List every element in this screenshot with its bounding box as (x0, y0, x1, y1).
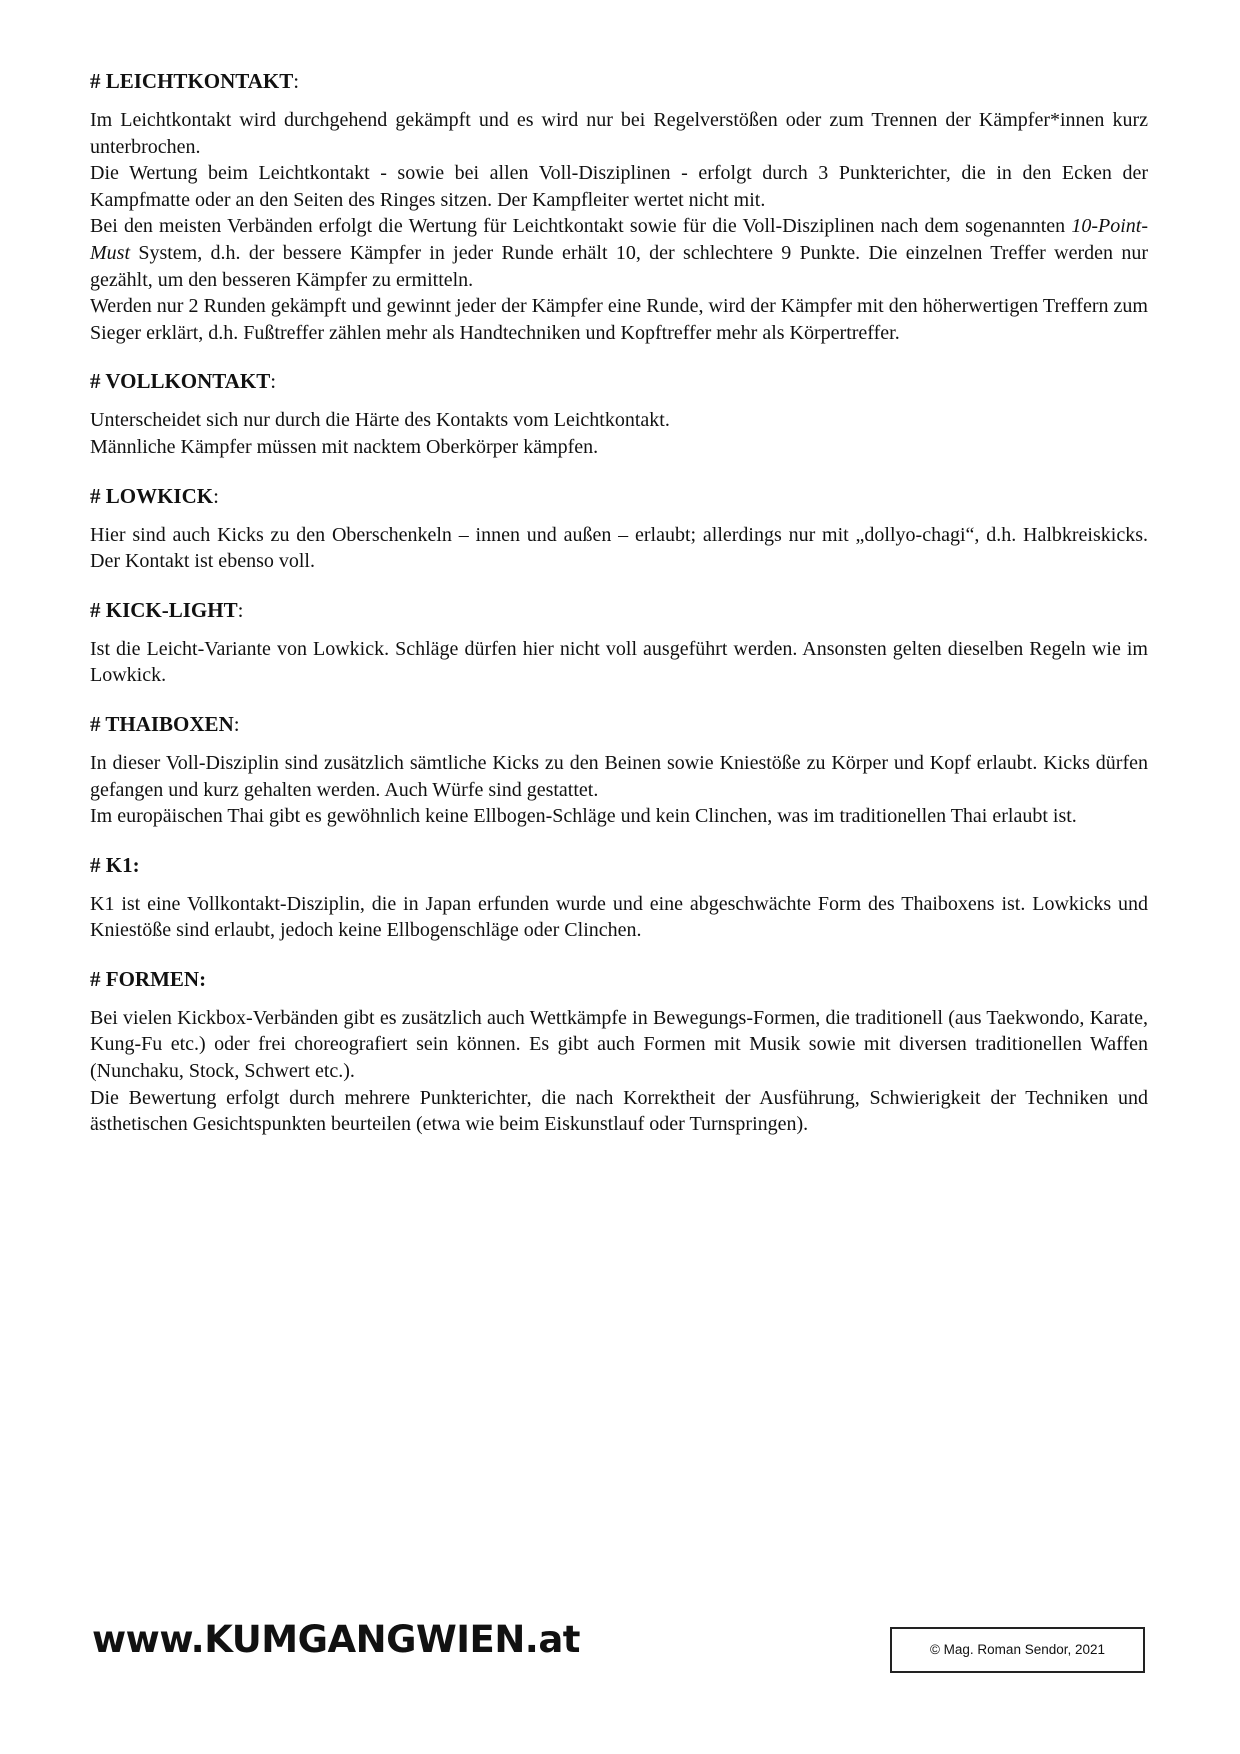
section-lowkick (90, 483, 1148, 575)
heading-suffix: : (270, 369, 277, 394)
section-formen (90, 966, 1148, 1138)
section-vollkontakt (90, 368, 1148, 460)
paragraph: Die Wertung beim Leichtkontakt - sowie bei allen Voll-Disziplinen - erfolgt durch 3 Punkterichter, die in den Ecken der Kampfmatte oder an den Seiten des Ringes sitzen. Der Kampfleiter wertet nicht mit. (90, 162, 1148, 211)
paragraph: Werden nur 2 Runden gekämpft und gewinnt jeder der Kämpfer eine Runde, wird der Kämpfer mit den höherwertigen Treffern zum Sieger erklärt, d.h. Fußtreffer zählen mehr als Handtechniken und Kopftreffer mehr als Körpertreffer. (90, 295, 1148, 344)
heading-title: # THAIBOXEN (90, 711, 234, 736)
section-heading (90, 68, 1148, 95)
heading-title: # LEICHTKONTAKT (90, 69, 294, 93)
section-kick-light (90, 597, 1148, 689)
section-heading (90, 597, 1148, 624)
heading-suffix: : (213, 483, 219, 508)
heading-title: # FORMEN: (90, 966, 207, 991)
paragraph: K1 ist eine Vollkontakt-Disziplin, die in Japan erfunden wurde und eine abgeschwächte Form des Thaiboxens ist. Lowkicks und Kniestöße sind erlaubt, jedoch keine Ellbogenschläge oder Clinchen. (90, 892, 1148, 942)
heading-title: # KICK-LIGHT (90, 597, 238, 622)
document-body (90, 68, 1148, 1160)
heading-title: # LOWKICK (90, 483, 214, 508)
paragraph: Im europäischen Thai gibt es gewöhnlich keine Ellbogen-Schläge und kein Clinchen, was im traditionellen Thai erlaubt ist. (90, 805, 1077, 828)
section-thaiboxen (90, 711, 1148, 830)
section-k1 (90, 852, 1148, 944)
paragraph-text: Bei den meisten Verbänden erfolgt die Wertung für Leichtkontakt sowie für die Voll-Disziplinen nach dem sogenannten (90, 215, 1072, 238)
heading-suffix: : (237, 597, 244, 622)
section-heading (90, 966, 1148, 993)
paragraph: Unterscheidet sich nur durch die Härte des Kontakts vom Leichtkontakt. (90, 409, 670, 432)
section-heading (90, 852, 1148, 879)
paragraph: Bei vielen Kickbox-Verbänden gibt es zusätzlich auch Wettkämpfe in Bewegungs-Formen, die traditionell (aus Taekwondo, Karate, Kung-Fu etc.) oder frei choreografiert sein können. Es gibt auch Formen mit Musik sowie mit diversen traditionellen Waffen (Nunchaku, Stock, Schwert etc.). (90, 1006, 1148, 1083)
paragraph: Die Bewertung erfolgt durch mehrere Punkterichter, die nach Korrektheit der Ausführung, Schwierigkeit der Techniken und ästhetischen Gesichtspunkten beurteilen (etwa wie beim Eiskunstlauf oder Turnspringen). (90, 1086, 1148, 1136)
heading-suffix: : (233, 711, 240, 736)
section-heading (90, 368, 1148, 395)
footer-website-link[interactable]: www.KUMGANGWIEN.at (92, 1618, 580, 1661)
paragraph: Im Leichtkontakt wird durchgehend gekämpft und es wird nur bei Regelverstößen oder zum Trennen der Kämpfer*innen kurz unterbrochen. (90, 109, 1148, 158)
paragraph: Männliche Kämpfer müssen mit nacktem Oberkörper kämpfen. (90, 435, 599, 458)
paragraph-italic-term: 10-Point-Must (90, 215, 1148, 264)
section-heading (90, 483, 1148, 510)
heading-title: # K1: (90, 852, 140, 877)
paragraph: Hier sind auch Kicks zu den Oberschenkeln – innen und außen – erlaubt; allerdings nur mit „dollyo-chagi“, d.h. Halbkreiskicks. Der Kontakt ist ebenso voll. (90, 523, 1148, 573)
section-leichtkontakt (90, 68, 1148, 346)
heading-title: # VOLLKONTAKT (90, 369, 271, 394)
paragraph: Ist die Leicht-Variante von Lowkick. Schläge dürfen hier nicht voll ausgeführt werden. Ansonsten gelten dieselben Regeln wie im Lowkick. (90, 637, 1148, 687)
paragraph (90, 213, 1148, 293)
section-heading (90, 711, 1148, 738)
paragraph: In dieser Voll-Disziplin sind zusätzlich sämtliche Kicks zu den Beinen sowie Kniestöße zu Körper und Kopf erlaubt. Kicks dürfen gefangen und kurz gehalten werden. Auch Würfe sind gestattet. (90, 751, 1148, 801)
heading-suffix: : (293, 69, 300, 93)
paragraph-text: System, d.h. der bessere Kämpfer in jeder Runde erhält 10, der schlechtere 9 Punkte. Die einzelnen Treffer werden nur gezählt, um den besseren Kämpfer zu ermitteln. (90, 241, 1148, 291)
footer-copyright-box: © Mag. Roman Sendor, 2021 (890, 1627, 1145, 1673)
